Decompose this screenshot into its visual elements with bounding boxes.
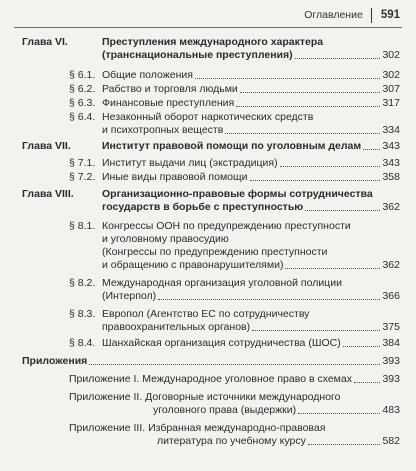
dot-leader <box>225 132 380 134</box>
toc-section-title-line4: и обращению с правонарушителями) <box>102 259 284 271</box>
toc-section-6-4-title-line1: Незаконный оборот наркотических средств <box>102 111 314 123</box>
toc-appendix-3-line1: Приложение III. Избранная международно-правовая <box>69 422 326 434</box>
toc-chapter-8-label: Глава VIII. <box>22 188 74 200</box>
toc-section-page: 334 <box>382 124 400 136</box>
dot-leader <box>250 179 381 181</box>
toc-section-page: 366 <box>382 290 400 302</box>
dot-leader <box>236 105 380 107</box>
toc-section-8-1-line3: (Конгрессы по предупреждению преступности <box>102 246 328 258</box>
toc-section-8-3[interactable] <box>102 321 400 334</box>
toc-section-page: 307 <box>382 83 400 95</box>
toc-section-label: § 8.4. <box>69 337 96 349</box>
toc-appendix-2-line1: Приложение II. Договорные источники международного <box>69 391 341 403</box>
toc-appendix-1[interactable] <box>69 373 400 386</box>
toc-section-title: Финансовые преступления <box>102 97 235 109</box>
toc-appendix-page: 582 <box>382 435 400 447</box>
toc-section-8-1-line1: Конгрессы ООН по предупреждению преступности <box>102 220 351 232</box>
toc-section-title-line2: правоохранительных органов) <box>102 321 251 333</box>
toc-appendices-title: Приложения <box>22 355 88 367</box>
toc-section-8-2-label: § 8.2. <box>69 277 96 289</box>
toc-chapter-8-title-line2: государств в борьбе с преступностью <box>102 201 304 213</box>
toc-chapter-7-label: Глава VII. <box>22 140 71 152</box>
toc-section-page: 302 <box>382 69 400 81</box>
toc-section-page: 343 <box>382 157 400 169</box>
toc-section-title: Иные виды правовой помощи <box>102 171 248 183</box>
toc-appendices-page: 393 <box>382 355 400 367</box>
toc-section-6-2[interactable] <box>69 83 400 96</box>
toc-chapter-8-page: 362 <box>382 201 400 213</box>
toc-section-8-3-line1: Европол (Агентство ЕС по сотрудничеству <box>102 308 310 320</box>
toc-chapter-6[interactable] <box>22 49 400 62</box>
toc-section-8-1-line2: и уголовному правосудию <box>102 233 229 245</box>
toc-section-label: § 6.2. <box>69 83 96 95</box>
toc-section-label: § 6.3. <box>69 97 96 109</box>
running-header <box>304 7 400 23</box>
toc-section-page: 362 <box>382 259 400 271</box>
dot-leader <box>295 57 381 59</box>
page-number: 591 <box>380 9 400 21</box>
dot-leader <box>252 329 380 331</box>
toc-section-8-3-label: § 8.3. <box>69 308 96 320</box>
dot-leader <box>308 443 381 445</box>
toc-chapter-7-title: Институт правовой помощи по уголовным делам <box>102 140 362 152</box>
dot-leader <box>280 165 381 167</box>
toc-section-8-2[interactable] <box>102 290 400 303</box>
toc-section-title: Институт выдачи лиц (экстрадиция) <box>102 157 278 169</box>
toc-chapter-7[interactable] <box>22 140 400 153</box>
toc-section-title: Шанхайская организация сотрудничества (ШОС) <box>102 337 341 349</box>
dot-leader <box>158 298 380 300</box>
toc-section-6-1[interactable] <box>69 69 400 82</box>
toc-section-page: 358 <box>382 171 400 183</box>
toc-appendix-3[interactable] <box>157 435 400 448</box>
dot-leader <box>240 91 381 93</box>
dot-leader <box>343 345 381 347</box>
toc-section-8-2-line1: Международная организация уголовной полиции <box>102 277 342 289</box>
toc-chapter-8-title-line1: Организационно-правовые формы сотрудничества <box>102 188 373 200</box>
dot-leader <box>363 148 380 150</box>
toc-section-7-1[interactable] <box>69 157 400 170</box>
header-rule <box>14 27 402 28</box>
toc-section-8-1-label: § 8.1. <box>69 220 96 232</box>
toc-appendix-2[interactable] <box>153 404 400 417</box>
toc-chapter-6-page: 302 <box>382 49 400 61</box>
toc-section-label: § 7.2. <box>69 171 96 183</box>
dot-leader <box>354 381 380 383</box>
toc-section-8-1[interactable] <box>102 259 400 272</box>
toc-section-label: § 7.1. <box>69 157 96 169</box>
toc-section-label: § 6.1. <box>69 69 96 81</box>
toc-appendix-title-line2: литература по учебному курсу <box>157 435 306 447</box>
header-divider <box>371 8 372 23</box>
toc-chapter-7-page: 343 <box>382 140 400 152</box>
toc-section-page: 384 <box>382 337 400 349</box>
toc-chapter-6-title-line2: (транснациональные преступления) <box>102 49 293 61</box>
toc-section-page: 317 <box>382 97 400 109</box>
toc-appendix-page: 393 <box>382 373 400 385</box>
dot-leader <box>305 209 380 211</box>
toc-appendices[interactable] <box>22 355 400 368</box>
dot-leader <box>195 77 381 79</box>
dot-leader <box>89 363 380 365</box>
toc-section-title: Общие положения <box>102 69 193 81</box>
toc-section-8-4[interactable] <box>69 337 400 350</box>
toc-section-title-line2: и психотропных веществ <box>102 124 224 136</box>
toc-section-title-line2: (Интерпол) <box>102 290 157 302</box>
toc-appendix-title-line2: уголовного права (выдержки) <box>153 404 297 416</box>
toc-section-6-3[interactable] <box>69 97 400 110</box>
toc-section-7-2[interactable] <box>69 171 400 184</box>
toc-chapter-6-title-line1: Преступления международного характера <box>102 36 324 48</box>
dot-leader <box>298 412 380 414</box>
toc-section-title: Рабство и торговля людьми <box>102 83 238 95</box>
toc-appendix-title: Приложение I. Международное уголовное право в схемах <box>69 373 352 385</box>
header-title: Оглавление <box>304 9 363 21</box>
toc-section-page: 375 <box>382 321 400 333</box>
toc-appendix-page: 483 <box>382 404 400 416</box>
toc-section-6-4[interactable] <box>102 124 400 137</box>
dot-leader <box>285 267 380 269</box>
toc-section-6-4-label: § 6.4. <box>69 111 96 123</box>
toc-chapter-8[interactable] <box>102 201 400 214</box>
toc-chapter-6-label-top: Глава VI. <box>22 36 68 48</box>
